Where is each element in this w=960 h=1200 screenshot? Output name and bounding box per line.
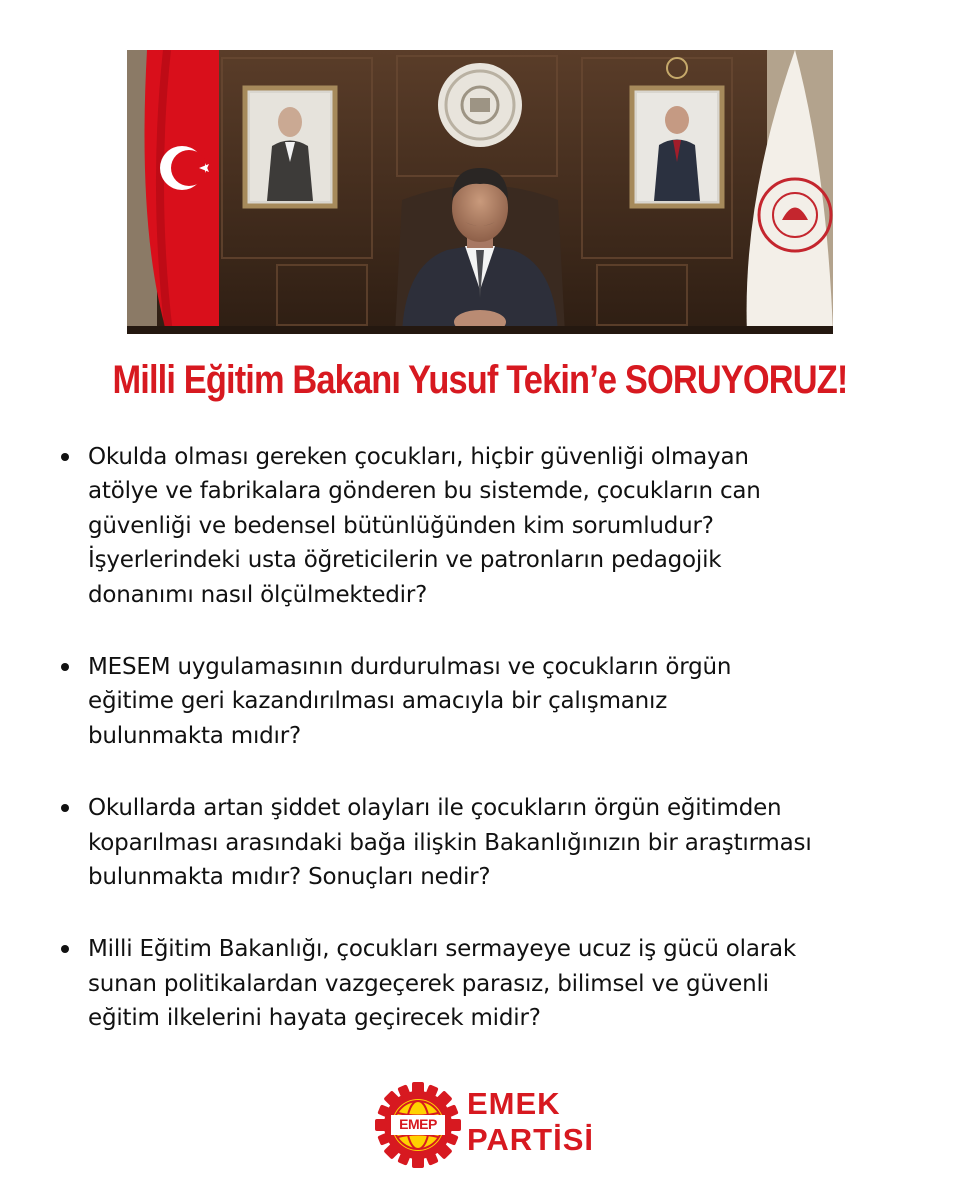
emek-partisi-logo (373, 1080, 593, 1170)
question-item (58, 440, 908, 612)
question-item (58, 791, 908, 894)
question-text: Okullarda artan şiddet olayları ile çocukların örgün eğitimden koparılması arasındaki bağa ilişkin Bakanlığınızın bir araştırması bulunmakta mıdır? Sonuçları nedir? (88, 795, 812, 891)
logo-line-2: PARTİSİ (467, 1122, 594, 1157)
bullet-icon (61, 945, 69, 953)
photo-illustration (127, 50, 833, 334)
bullet-icon (61, 804, 69, 812)
question-item (58, 650, 908, 753)
bullet-icon (61, 453, 69, 461)
portrait-left (245, 88, 335, 206)
question-text: Milli Eğitim Bakanlığı, çocukları sermayeye ucuz iş gücü olarak sunan politikalardan vazgeçerek parasız, bilimsel ve güvenli eğitim ilkelerini hayata geçirecek midir? (88, 936, 797, 1032)
minister-photo (127, 50, 833, 334)
logo-abbreviation: EMEP (399, 1116, 437, 1132)
headline: Milli Eğitim Bakanı Yusuf Tekin’e SORUYORUZ! (112, 358, 848, 402)
question-list (58, 440, 908, 1074)
logo-wordmark (467, 1086, 594, 1158)
bullet-icon (61, 663, 69, 671)
ministry-emblem (438, 63, 522, 147)
question-text: MESEM uygulamasının durdurulması ve çocukların örgün eğitime geri kazandırılması amacıyla bir çalışmanız bulunmakta mıdır? (88, 654, 732, 749)
gear-globe-icon (373, 1080, 463, 1170)
question-text: Okulda olması gereken çocukları, hiçbir güvenliği olmayan atölye ve fabrikalara gönderen bu sistemde, çocukların can güvenliği ve bedensel bütünlüğünden kim sorumludur? İşyerlerindeki usta öğreticilerin ve patronların pedagojik donanımı nasıl ölçülmektedir? (88, 444, 761, 608)
logo-line-1: EMEK (467, 1086, 561, 1121)
question-item (58, 932, 908, 1035)
